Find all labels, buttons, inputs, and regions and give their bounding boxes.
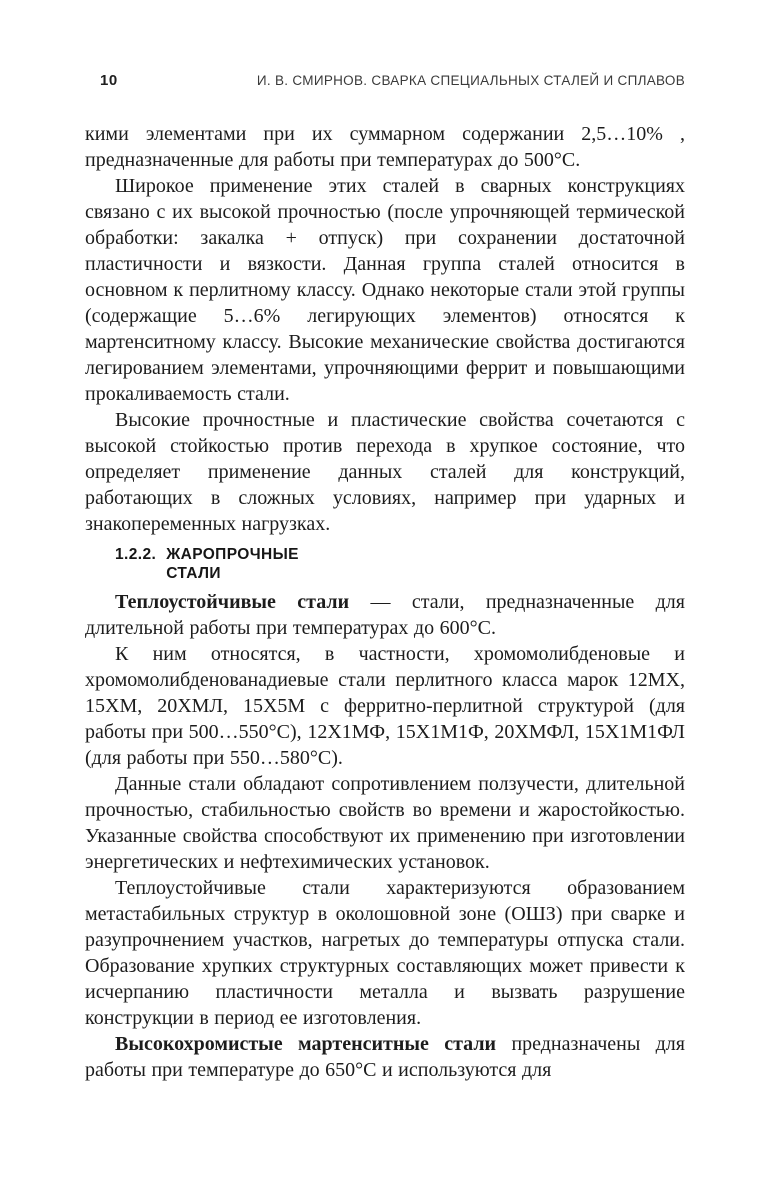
running-head bbox=[85, 72, 685, 89]
paragraph-text: Теплоустойчивые стали характеризуются образованием метастабильных структур в околошовной зоне (ОШЗ) при сварке и разупрочнением участков, нагретых до температуры отпуска стали. Образование хрупких структурных составляющих может привести к исчерпанию пластичности металла и вызвать разрушение конструкции в период ее изготовления. bbox=[85, 877, 685, 1029]
paragraph bbox=[85, 121, 685, 173]
section-heading-number: 1.2.2. bbox=[115, 546, 157, 563]
paragraph-text: кими элементами при их суммарном содержании 2,5…10% , предназначенные для работы при температурах до 500°С. bbox=[85, 123, 685, 171]
running-title: И. В. СМИРНОВ. СВАРКА СПЕЦИАЛЬНЫХ СТАЛЕЙ И СПЛАВОВ bbox=[256, 73, 685, 88]
section-heading bbox=[85, 545, 685, 583]
paragraph-text: К ним относятся, в частности, хромомолибденовые и хромомолибденованадиевые стали перлитного класса марок 12МХ, 15ХМ, 20ХМЛ, 15Х5М с ферритно-перлитной структурой (для работы при 500…550°С), 12Х1МФ, 15Х1М1Ф, 20ХМФЛ, 15Х1М1ФЛ (для работы при 550…580°С). bbox=[85, 643, 685, 769]
paragraph-text: Данные стали обладают сопротивлением ползучести, длительной прочностью, стабильностью свойств во времени и жаростойкостью. Указанные свойства способствуют их применению при изготовлении энергетических и нефтехимических установок. bbox=[85, 773, 685, 873]
section-heading-title bbox=[166, 545, 299, 583]
text-column bbox=[85, 121, 685, 1083]
paragraph bbox=[85, 173, 685, 407]
paragraph bbox=[85, 589, 685, 641]
paragraph-bold-lead: Теплоустойчивые стали bbox=[115, 591, 350, 613]
paragraph-text: предназначены для работы при температуре до 650°С и используются для bbox=[85, 1033, 685, 1081]
section-heading-title-line2: СТАЛИ bbox=[166, 565, 221, 582]
paragraph bbox=[85, 641, 685, 771]
paragraph bbox=[85, 407, 685, 537]
paragraph-text: Широкое применение этих сталей в сварных конструкциях связано с их высокой прочностью (после упрочняющей термической обработки: закалка + отпуск) при сохранении достаточной пластичности и вязкости. Данная группа сталей относится в основном к перлитному классу. Однако некоторые стали этой группы (содержащие 5…6% легирующих элементов) относятся к мартенситному классу. Высокие механические свойства достигаются легированием элементами, упрочняющими феррит и повышающими прокаливаемость стали. bbox=[85, 175, 685, 405]
paragraph bbox=[85, 875, 685, 1031]
paragraph bbox=[85, 1031, 685, 1083]
paragraph-text: Высокие прочностные и пластические свойства сочетаются с высокой стойкостью против перехода в хрупкое состояние, что определяет применение данных сталей для конструкций, работающих в сложных условиях, например при ударных и знакопеременных нагрузках. bbox=[85, 409, 685, 535]
section-heading-title-line1: ЖАРОПРОЧНЫЕ bbox=[166, 546, 299, 563]
paragraph-text: — стали, предназначенные для длительной работы при температурах до 600°С. bbox=[85, 591, 685, 639]
paragraph-bold-lead: Высокохромистые мартенситные стали bbox=[115, 1033, 497, 1055]
paragraph bbox=[85, 771, 685, 875]
page-number: 10 bbox=[100, 72, 118, 89]
